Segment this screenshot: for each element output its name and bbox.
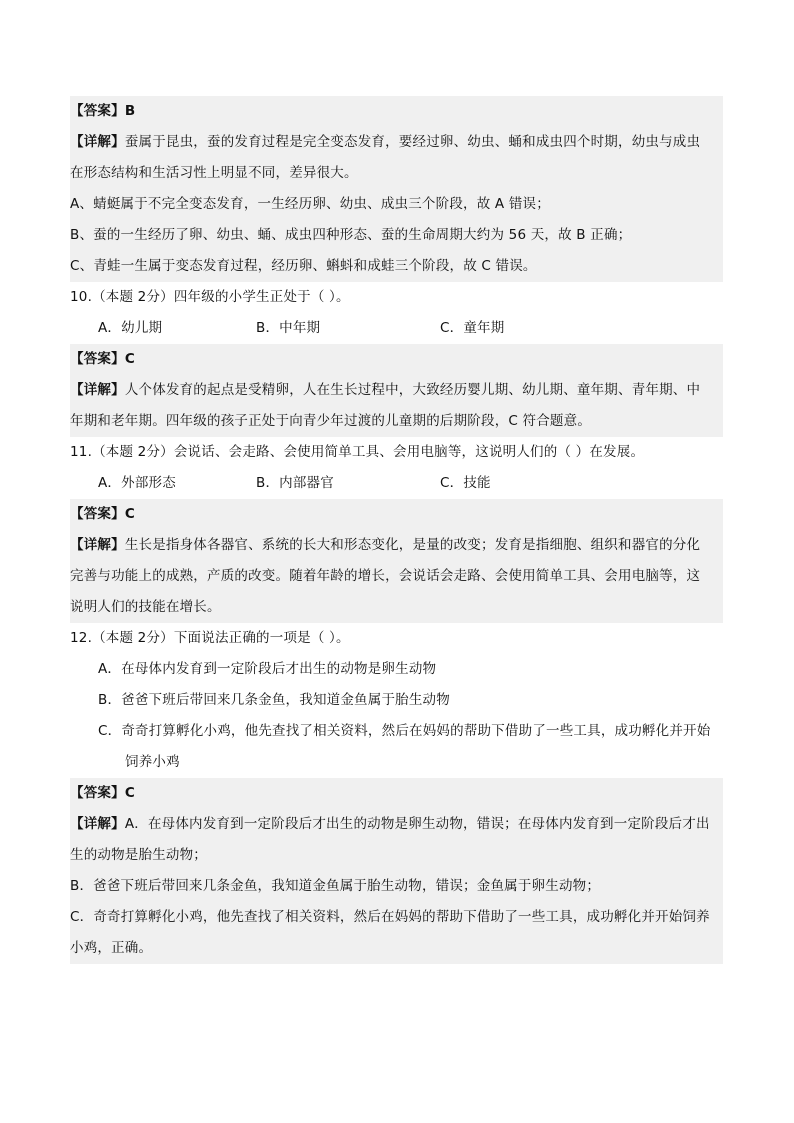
explanation-line: 说明人们的技能在增长。 — [70, 599, 221, 615]
explanation-tag: 【详解】 — [70, 382, 125, 398]
explanation-text: A．在母体内发育到一定阶段后才出生的动物是卵生动物，错误；在母体内发育到一定阶段后才出 — [124, 816, 710, 832]
question-11 — [70, 437, 723, 499]
option-c-continued: 饲养小鸡 — [125, 754, 180, 770]
explanation-tag: 【详解】 — [70, 816, 125, 832]
option-b: B．内部器官 — [256, 475, 334, 491]
answer-tag: 【答案】 — [70, 351, 125, 367]
explanation-line: C．奇奇打算孵化小鸡，他先查找了相关资料，然后在妈妈的帮助下借助了一些工具，成功孵化并开始饲养 — [70, 909, 710, 925]
question-options — [70, 313, 723, 344]
question-stem: 10.（本题 2分）四年级的小学生正处于（ ）。 — [70, 289, 350, 305]
explanation-text: 生长是指身体各器官、系统的长大和形态变化，是量的改变；发育是指细胞、组织和器官的分化 — [124, 537, 701, 553]
question-stem: 11.（本题 2分）会说话、会走路、会使用简单工具、会用电脑等，这说明人们的（ ）在发展。 — [70, 444, 645, 460]
explanation-line: 在形态结构和生活习性上明显不同，差异很大。 — [70, 165, 358, 181]
explanation-line — [70, 375, 723, 406]
option-a: A．在母体内发育到一定阶段后才出生的动物是卵生动物 — [98, 661, 437, 677]
answer-block-q12 — [70, 778, 723, 964]
answer-block-q11 — [70, 499, 723, 623]
explanation-line: 完善与功能上的成熟，产质的改变。随着年龄的增长，会说话会走路、会使用简单工具、会用电脑等，这 — [70, 568, 701, 584]
answer-line — [70, 96, 723, 127]
explanation-line: B．爸爸下班后带回来几条金鱼，我知道金鱼属于胎生动物，错误；金鱼属于卵生动物； — [70, 878, 601, 894]
answer-value: C — [124, 351, 135, 367]
explanation-line — [70, 530, 723, 561]
question-12 — [70, 623, 723, 778]
option-a: A．外部形态 — [98, 475, 176, 491]
answer-line — [70, 499, 723, 530]
explanation-text: 人个体发育的起点是受精卵，人在生长过程中，大致经历婴儿期、幼儿期、童年期、青年期、中 — [124, 382, 701, 398]
option-b: B．爸爸下班后带回来几条金鱼，我知道金鱼属于胎生动物 — [98, 692, 450, 708]
option-b: B．中年期 — [256, 320, 321, 336]
answer-line — [70, 778, 723, 809]
explanation-line: C、青蛙一生属于变态发育过程，经历卵、蝌蚪和成蛙三个阶段，故 C 错误。 — [70, 258, 537, 274]
explanation-text: 蚕属于昆虫，蚕的发育过程是完全变态发育，要经过卵、幼虫、蛹和成虫四个时期，幼虫与成虫 — [124, 134, 701, 150]
answer-block-q10 — [70, 344, 723, 437]
explanation-tag: 【详解】 — [70, 537, 125, 553]
document-page — [70, 96, 723, 964]
explanation-line: B、蚕的一生经历了卵、幼虫、蛹、成虫四种形态、蚕的生命周期大约为 56 天，故 B 正确； — [70, 227, 632, 243]
option-c: C．技能 — [440, 475, 491, 491]
question-stem: 12.（本题 2分）下面说法正确的一项是（ ）。 — [70, 630, 350, 646]
answer-line — [70, 344, 723, 375]
question-options — [70, 468, 723, 499]
question-10 — [70, 282, 723, 344]
explanation-line — [70, 809, 723, 840]
explanation-line: 年期和老年期。四年级的孩子正处于向青少年过渡的儿童期的后期阶段，C 符合题意。 — [70, 413, 592, 429]
option-c: C．奇奇打算孵化小鸡，他先查找了相关资料，然后在妈妈的帮助下借助了一些工具，成功孵化并开始 — [98, 723, 711, 739]
answer-tag: 【答案】 — [70, 103, 125, 119]
answer-value: C — [124, 506, 135, 522]
explanation-line: A、蜻蜓属于不完全变态发育，一生经历卵、幼虫、成虫三个阶段，故 A 错误； — [70, 196, 550, 212]
explanation-line: 生的动物是胎生动物； — [70, 847, 207, 863]
answer-value: B — [124, 103, 136, 119]
answer-tag: 【答案】 — [70, 785, 125, 801]
explanation-tag: 【详解】 — [70, 134, 125, 150]
explanation-line — [70, 127, 723, 158]
answer-block-q9 — [70, 96, 723, 282]
explanation-line: 小鸡，正确。 — [70, 940, 153, 956]
option-a: A．幼儿期 — [98, 320, 163, 336]
option-c: C．童年期 — [440, 320, 505, 336]
answer-value: C — [124, 785, 135, 801]
answer-tag: 【答案】 — [70, 506, 125, 522]
